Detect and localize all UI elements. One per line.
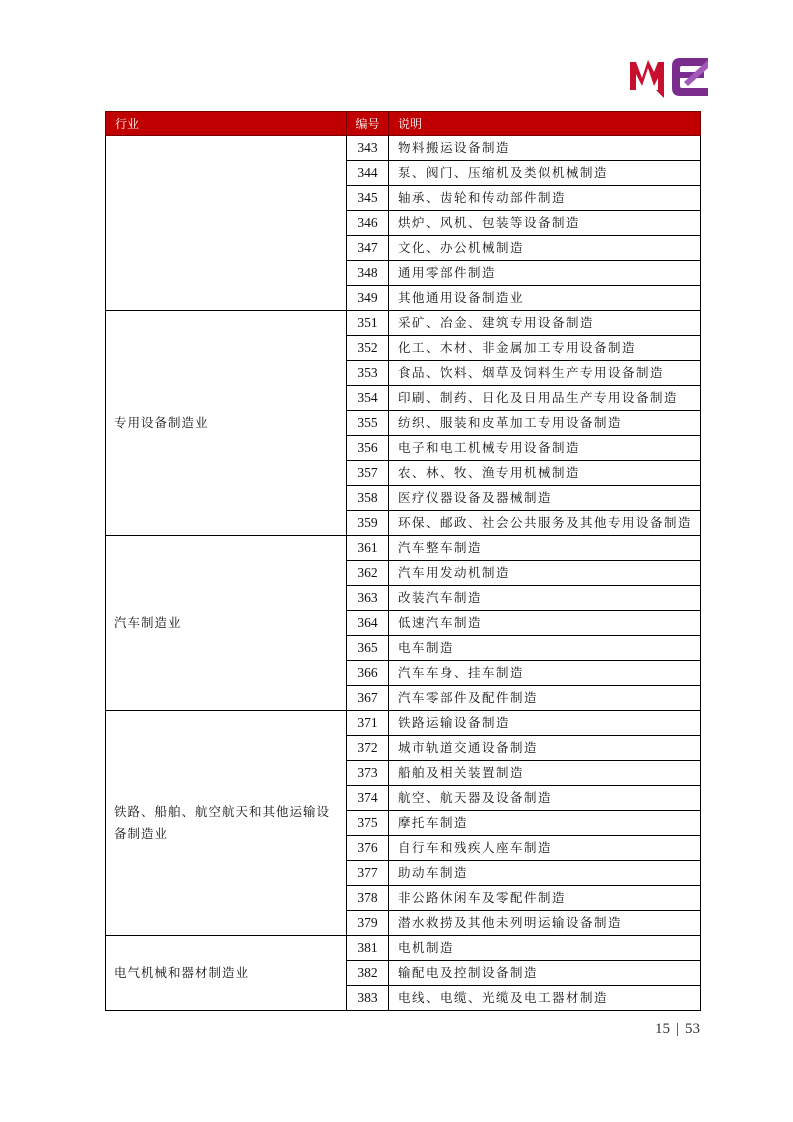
description-cell: 航空、航天器及设备制造 bbox=[389, 786, 701, 811]
code-cell: 344 bbox=[347, 161, 389, 186]
description-cell: 电机制造 bbox=[389, 936, 701, 961]
description-cell: 采矿、冶金、建筑专用设备制造 bbox=[389, 311, 701, 336]
description-cell: 泵、阀门、压缩机及类似机械制造 bbox=[389, 161, 701, 186]
code-cell: 352 bbox=[347, 336, 389, 361]
description-cell: 文化、办公机械制造 bbox=[389, 236, 701, 261]
description-cell: 其他通用设备制造业 bbox=[389, 286, 701, 311]
code-cell: 347 bbox=[347, 236, 389, 261]
code-cell: 349 bbox=[347, 286, 389, 311]
code-cell: 348 bbox=[347, 261, 389, 286]
description-cell: 摩托车制造 bbox=[389, 811, 701, 836]
code-cell: 379 bbox=[347, 911, 389, 936]
description-cell: 自行车和残疾人座车制造 bbox=[389, 836, 701, 861]
code-cell: 351 bbox=[347, 311, 389, 336]
code-cell: 382 bbox=[347, 961, 389, 986]
table-row bbox=[106, 136, 701, 161]
description-cell: 化工、木材、非金属加工专用设备制造 bbox=[389, 336, 701, 361]
description-cell: 纺织、服装和皮革加工专用设备制造 bbox=[389, 411, 701, 436]
code-cell: 365 bbox=[347, 636, 389, 661]
code-cell: 358 bbox=[347, 486, 389, 511]
description-cell: 船舶及相关装置制造 bbox=[389, 761, 701, 786]
code-cell: 377 bbox=[347, 861, 389, 886]
description-cell: 汽车车身、挂车制造 bbox=[389, 661, 701, 686]
code-cell: 372 bbox=[347, 736, 389, 761]
industry-cell: 汽车制造业 bbox=[106, 536, 347, 711]
code-cell: 354 bbox=[347, 386, 389, 411]
company-logo bbox=[628, 56, 712, 98]
description-cell: 助动车制造 bbox=[389, 861, 701, 886]
table-row bbox=[106, 536, 701, 561]
description-cell: 农、林、牧、渔专用机械制造 bbox=[389, 461, 701, 486]
code-cell: 374 bbox=[347, 786, 389, 811]
total-pages: 53 bbox=[685, 1021, 700, 1037]
page-number bbox=[630, 1021, 700, 1038]
description-cell: 环保、邮政、社会公共服务及其他专用设备制造 bbox=[389, 511, 701, 536]
code-cell: 346 bbox=[347, 211, 389, 236]
description-cell: 汽车整车制造 bbox=[389, 536, 701, 561]
code-cell: 357 bbox=[347, 461, 389, 486]
description-cell: 物料搬运设备制造 bbox=[389, 136, 701, 161]
code-cell: 366 bbox=[347, 661, 389, 686]
description-cell: 铁路运输设备制造 bbox=[389, 711, 701, 736]
code-cell: 355 bbox=[347, 411, 389, 436]
table-row bbox=[106, 936, 701, 961]
code-cell: 343 bbox=[347, 136, 389, 161]
code-cell: 362 bbox=[347, 561, 389, 586]
industry-cell: 电气机械和器材制造业 bbox=[106, 936, 347, 1011]
header-industry: 行业 bbox=[106, 112, 347, 136]
description-cell: 烘炉、风机、包装等设备制造 bbox=[389, 211, 701, 236]
description-cell: 医疗仪器设备及器械制造 bbox=[389, 486, 701, 511]
industry-cell bbox=[106, 136, 347, 311]
code-cell: 345 bbox=[347, 186, 389, 211]
industry-table bbox=[105, 111, 701, 1011]
code-cell: 353 bbox=[347, 361, 389, 386]
description-cell: 电子和电工机械专用设备制造 bbox=[389, 436, 701, 461]
description-cell: 低速汽车制造 bbox=[389, 611, 701, 636]
code-cell: 375 bbox=[347, 811, 389, 836]
code-cell: 356 bbox=[347, 436, 389, 461]
description-cell: 电车制造 bbox=[389, 636, 701, 661]
code-cell: 361 bbox=[347, 536, 389, 561]
code-cell: 371 bbox=[347, 711, 389, 736]
description-cell: 汽车用发动机制造 bbox=[389, 561, 701, 586]
description-cell: 城市轨道交通设备制造 bbox=[389, 736, 701, 761]
code-cell: 367 bbox=[347, 686, 389, 711]
description-cell: 食品、饮料、烟草及饲料生产专用设备制造 bbox=[389, 361, 701, 386]
header-description: 说明 bbox=[389, 112, 701, 136]
code-cell: 359 bbox=[347, 511, 389, 536]
table-header-row bbox=[106, 112, 701, 136]
description-cell: 通用零部件制造 bbox=[389, 261, 701, 286]
table-row bbox=[106, 311, 701, 336]
description-cell: 汽车零部件及配件制造 bbox=[389, 686, 701, 711]
current-page: 15 bbox=[654, 1021, 670, 1037]
description-cell: 轴承、齿轮和传动部件制造 bbox=[389, 186, 701, 211]
description-cell: 非公路休闲车及零配件制造 bbox=[389, 886, 701, 911]
description-cell: 输配电及控制设备制造 bbox=[389, 961, 701, 986]
code-cell: 364 bbox=[347, 611, 389, 636]
code-cell: 363 bbox=[347, 586, 389, 611]
code-cell: 376 bbox=[347, 836, 389, 861]
description-cell: 印刷、制药、日化及日用品生产专用设备制造 bbox=[389, 386, 701, 411]
industry-cell: 专用设备制造业 bbox=[106, 311, 347, 536]
description-cell: 潜水救捞及其他未列明运输设备制造 bbox=[389, 911, 701, 936]
industry-cell: 铁路、船舶、航空航天和其他运输设备制造业 bbox=[106, 711, 347, 936]
code-cell: 373 bbox=[347, 761, 389, 786]
description-cell: 电线、电缆、光缆及电工器材制造 bbox=[389, 986, 701, 1011]
description-cell: 改装汽车制造 bbox=[389, 586, 701, 611]
table-row bbox=[106, 711, 701, 736]
logo-mark-icon bbox=[628, 56, 712, 98]
header-code: 编号 bbox=[347, 112, 389, 136]
page-separator: | bbox=[675, 1021, 679, 1037]
code-cell: 381 bbox=[347, 936, 389, 961]
code-cell: 378 bbox=[347, 886, 389, 911]
code-cell: 383 bbox=[347, 986, 389, 1011]
